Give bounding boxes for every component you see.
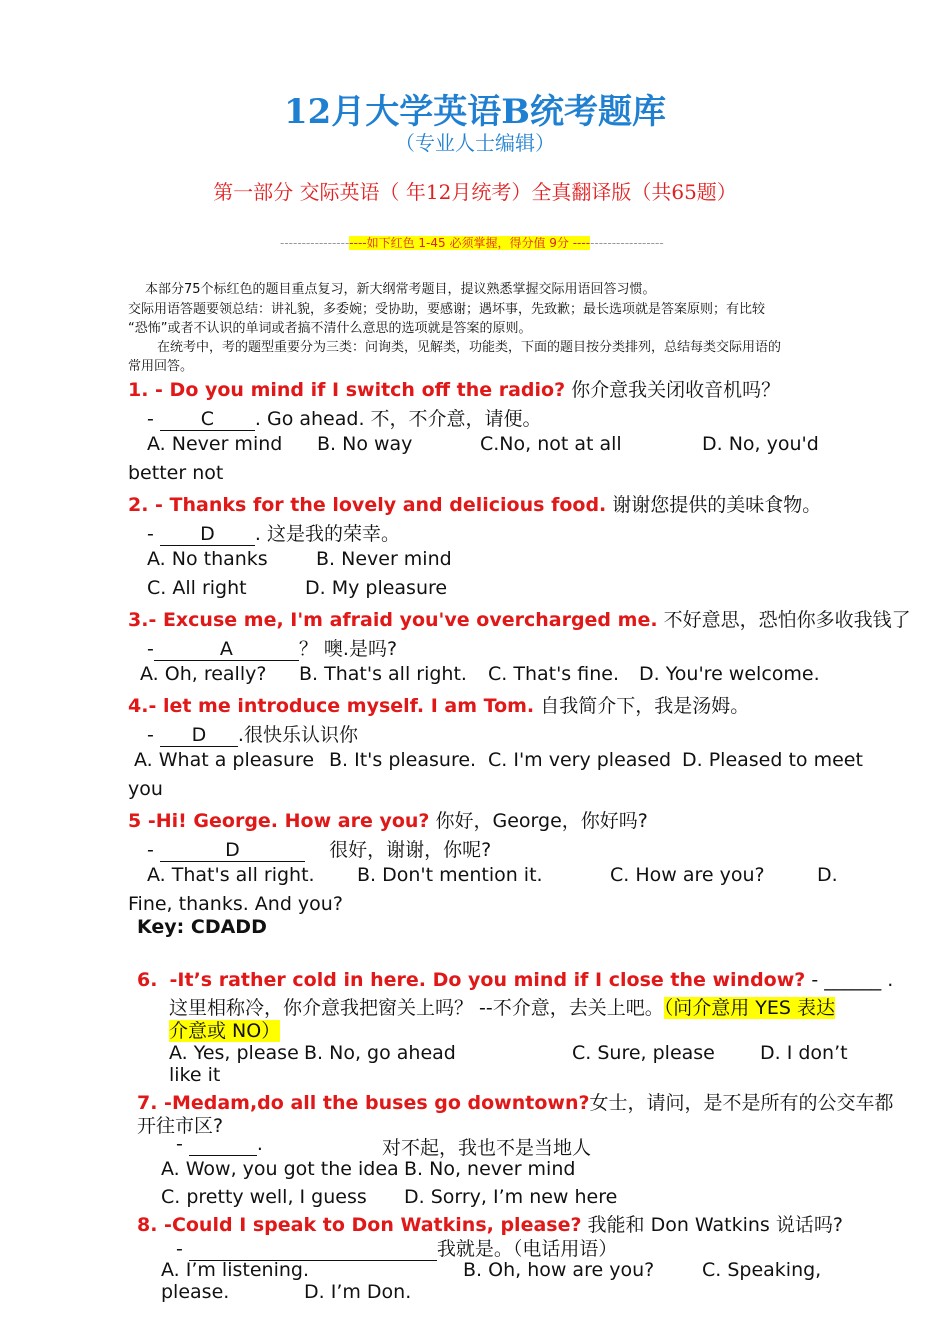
question-1-text: 1. - Do you mind if I switch off the radio? [128,379,566,401]
question-2 [128,490,821,517]
answer-blank-7 [189,1133,257,1156]
question-8 [137,1210,843,1237]
question-6-text: -It’s rather cold in here. Do you mind if I close the window? [169,969,806,991]
question-5-cn: 你好，George，你好吗? [429,810,648,832]
q5-option-c: C. How are you? [610,864,765,886]
q1-option-d: D. No, you'd [702,433,819,455]
reply-text: 我就是。（电话用语） [436,1238,618,1260]
question-4 [128,691,749,718]
question-7 [137,1088,894,1115]
question-3 [128,605,911,632]
q4-option-d: D. Pleased to meet [682,749,863,771]
q5-option-d-cont: Fine, thanks. And you? [128,893,343,915]
q1-option-d-cont: better not [128,462,224,484]
q6-option-d: D. I don’t [760,1042,848,1064]
reply-prefix: - [147,839,160,861]
question-6-hint-cont [169,1016,280,1043]
q8-option-d: D. I’m Don. [304,1281,412,1303]
question-7-cn-cont: 开往市区? [137,1115,224,1137]
reply-text: . Go ahead. 不，不介意，请便。 [254,408,542,430]
question-3-cn: 不好意思，恐怕你多收我钱了 [657,609,911,631]
reply-text: . 这是我的荣幸。 [254,523,400,545]
q3-option-a: A. Oh, really? [140,663,267,685]
intro-line-3: “恐怖”或者不认识的单词或者搞不清什么意思的选项就是答案的原则。 [128,321,532,336]
intro-line-4: 在统考中，考的题型重要分为三类：问询类，见解类，功能类，下面的题目按分类排列，总结每类交际用语的 [157,340,782,355]
q4-option-d-cont: you [128,778,163,800]
q6-option-b: B. No, go ahead [304,1042,456,1064]
q2-option-a: A. No thanks [147,548,268,570]
q4-option-c: C. I'm very pleased [488,749,672,771]
answer-blank-1: C [160,408,255,431]
answer-blank-5: D [160,839,305,862]
reply-text: .很快乐认识你 [237,724,358,746]
reply-dot: . [256,1133,263,1155]
q5-option-d: D. [817,864,838,886]
q6-option-a: A. Yes, please [169,1042,299,1064]
answer-key: Key: CDADD [137,916,267,938]
question-6-hint-2: 介意或 NO） [169,1020,281,1042]
q3-option-c: C. That's fine. [488,663,619,685]
q5-option-a: A. That's all right. [147,864,315,886]
reply-prefix: - [147,408,160,430]
question-6-hint: （问介意用 YES 表达 [663,997,836,1019]
question-8-cn: 我能和 Don Watkins 说话吗? [581,1214,843,1236]
reply-text: ？ 噢.是吗? [298,638,398,660]
question-4-cn: 自我简介下，我是汤姆。 [534,695,750,717]
q7-option-c: C. pretty well, I guess [161,1186,367,1208]
question-7-reply [176,1133,263,1156]
question-1 [128,375,780,402]
page-subtitle: （专业人士编辑） [395,131,555,155]
answer-blank-2: D [160,523,255,546]
dash-left: ---------------- [280,236,350,250]
q7-option-a: A. Wow, you got the idea [161,1158,399,1180]
question-6-num: 6. [137,969,158,991]
q8-option-b: B. Oh, how are you? [463,1259,655,1281]
answer-blank-8 [189,1238,437,1261]
reply-prefix: - [176,1238,189,1260]
question-3-reply [147,634,397,661]
question-6-cn-text: 这里相称冷，你介意我把窗关上吗？ --不介意，去关上吧。 [169,997,664,1019]
q3-option-b: B. That's all right. [299,663,467,685]
section-heading: 第一部分 交际英语（ 年12月统考）全真翻译版（共65题） [213,180,737,204]
q6-option-d-cont: like it [169,1064,221,1086]
reply-text: 很好，谢谢，你呢? [329,839,492,861]
q2-option-d: D. My pleasure [305,577,448,599]
question-1-cn: 你介意我关闭收音机吗？ [565,379,781,401]
reply-prefix: - [176,1133,189,1155]
intro-line-2: 交际用语答题要领总结：讲礼貌，多委婉；受协助，要感谢；遇坏事，先致歉；最长选项就是答案原则；有比较 [128,302,766,317]
note-text: ----如下红色 1-45 必须掌握，得分值 9分 ---- [349,236,591,250]
question-1-reply [147,404,542,431]
q3-option-d: D. You're welcome. [639,663,820,685]
question-8-reply [176,1234,617,1261]
page-title: 12月大学英语B统考题库 [283,92,667,132]
reply-prefix: - [147,523,160,545]
reply-prefix: - [147,638,154,660]
question-3-text: 3.- Excuse me, I'm afraid you've overcharged me. [128,609,658,631]
question-7-reply-cn: 对不起，我也不是当地人 [382,1137,592,1159]
q7-option-d: D. Sorry, I’m new here [404,1186,618,1208]
question-6 [137,969,893,991]
q6-option-c: C. Sure, please [572,1042,715,1064]
answer-blank-3: A [154,638,299,661]
reply-prefix: - [147,724,160,746]
q4-option-b: B. It's pleasure. [329,749,477,771]
question-5 [128,806,648,833]
q1-option-b: B. No way [317,433,413,455]
question-4-reply [147,720,358,747]
question-4-text: 4.- let me introduce myself. I am Tom. [128,695,535,717]
q7-option-b: B. No, never mind [404,1158,576,1180]
question-7-text: 7. -Medam,do all the buses go downtown? [137,1092,590,1114]
q2-option-c: C. All right [147,577,247,599]
question-2-cn: 谢谢您提供的美味食物。 [606,494,822,516]
q1-option-c: C.No, not at all [480,433,622,455]
intro-line-5: 常用回答。 [128,359,194,374]
answer-blank-4: D [160,724,238,747]
q8-option-c: C. Speaking, [702,1259,822,1281]
question-2-reply [147,519,400,546]
dash-right: ----------------- [590,236,664,250]
question-8-text: 8. -Could I speak to Don Watkins, please? [137,1214,582,1236]
q8-option-c-cont: please. [161,1281,230,1303]
highlight-note [280,234,664,251]
q4-option-a: A. What a pleasure [134,749,315,771]
question-7-cn: 女士，请问，是不是所有的公交车都 [589,1092,894,1114]
question-2-text: 2. - Thanks for the lovely and delicious food. [128,494,607,516]
q1-option-a: A. Never mind [147,433,283,455]
question-6-tail: - ______ . [805,969,894,991]
intro-line-1: 本部分75个标红色的题目重点复习，新大纲常考题目，提议熟悉掌握交际用语回答习惯。 [145,282,656,297]
question-5-reply [147,835,491,862]
q2-option-b: B. Never mind [316,548,452,570]
question-5-text: 5 -Hi! George. How are you? [128,810,430,832]
q8-option-a: A. I’m listening. [161,1259,309,1281]
q5-option-b: B. Don't mention it. [357,864,543,886]
